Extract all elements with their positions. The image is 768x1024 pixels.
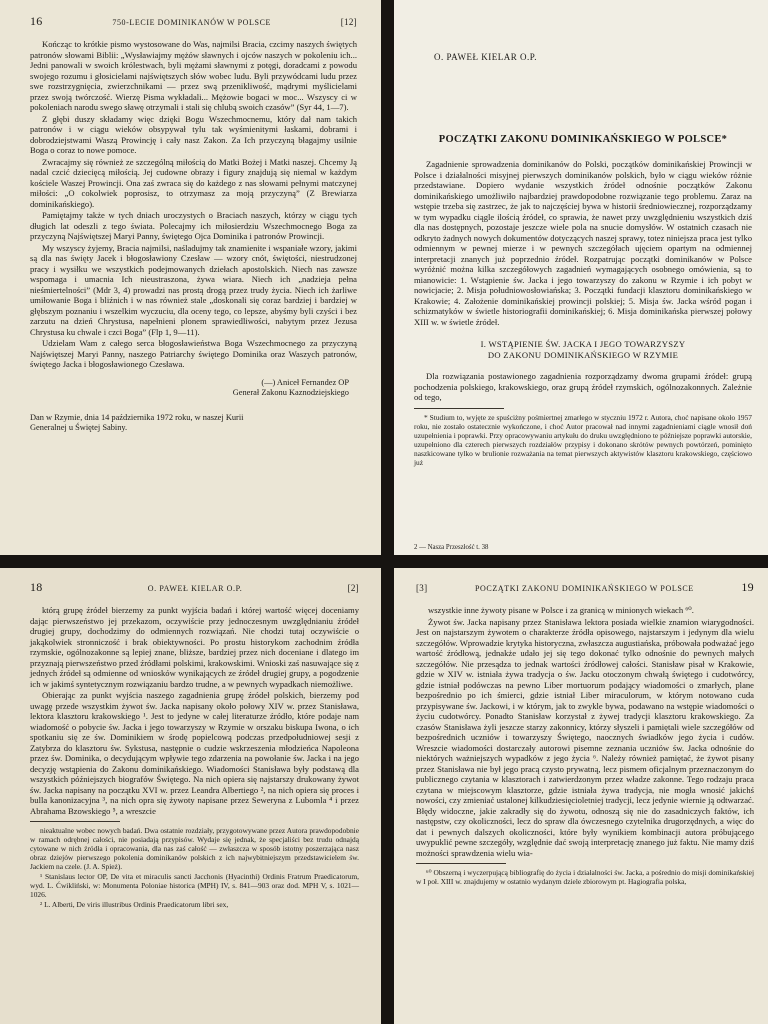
article-author: O. PAWEŁ KIELAR O.P. [434, 52, 537, 62]
page-number: 19 [741, 580, 754, 594]
dateline: Dan w Rzymie, dnia 14 października 1972 roku, w naszej Kurii Generalnej u Świętej Sabiny. [30, 412, 244, 432]
body-paragraph: Z głębi duszy składamy więc dzięki Bogu Wszechmocnemu, który dał nam takich patronów i w ciągu wieków obsypywał tylu tak wyśmienitymi łaskami, dobrami i dobrodziejstwami Waszą Prowincję i cały nasz Zakon. Za Ich przyczyną błagajmy usilnie Boga o coraz to nowe pomoce. [30, 113, 357, 155]
footnote-rule [30, 821, 120, 822]
body-paragraph: Zwracajmy się również ze szczególną miłością do Matki Bożej i Matki naszej. Chcemy Ją nadal czcić dziecięcą miłością. Jej cudowne obrazy i figury znajdują się niemal w każdym kościele Waszej Prowincji. Ona zaś zwraca się do każdego z nas słowami pełnymi matczynej miłości: „O cokolwiek poprosisz, to otrzymasz za moją przyczyną” (Z Brewiarza dominikańskiego). [30, 156, 357, 209]
footnote: * Studium to, wyjęte ze spuściżny pośmiertnej zmarłego w styczniu 1972 r. Autora, choć napisane około 1957 roku, nie zostało ostatecznie wykończone, i choć Autor pracował nad innymi zagadnieniami ciągle wnosił doń uzupełnienia i poprawki. Przy opracowywaniu artykułu do druku uwzględniono te późniejsze poprawki autorskie, uzupełniono dla czterech pierwszych rozdziałów przypisy i dokonano skrótów pewnych powtórzeń, pominięto naszkicowane tylko w brulionie rozważania na temat pierwszych aktywistów klasztoru krakowskiego, częściowo już [414, 412, 752, 467]
body-paragraph: Kończąc to krótkie pismo wystosowane do Was, najmilsi Bracia, czcimy naszych świętych patronów słowami Biblii: „Wysławiajmy mężów sławnych i ojców naszych w pokoleniu ich... Jedni panowali w swoich królestwach, byli mężami sławnymi z potęgi, doradcami z powodu swojego rozumu i głosicielami najświętszych słów wobec ludu. Byli przywódcami ludu przez swe rozstrzygnięcia, zwierzchnikami — przez swą przenikliwość, mądrymi myślicielami przez swoją twórczość. Wierzę Pisma wykładali... Mężowie bogaci w moc... Wszyscy ci w pokoleniach narodu swego sławę otrzymali i stali się chlubą swoich czasów” (Syr 44, 1—7). [30, 39, 357, 112]
running-head [30, 580, 359, 595]
running-head [30, 14, 357, 29]
gutter-vertical [381, 0, 394, 1024]
body-paragraph: Dla rozwiązania postawionego zagadnienia rozporządzamy dwoma grupami źródeł: grupą pochodzenia polskiego, krakowskiego, oraz grupą źródeł rzymskich, ogólnozakonnych. Zależnie od tego, [414, 371, 752, 402]
body-paragraph: Zagadnienie sprowadzenia dominikanów do Polski, początków dominikańskiej Prowincji w Polsce i działalności misyjnej pierwszych dominikanów polskich, było w ciągu wieków różnie przedstawiane. Dopiero wydanie wszystkich źródeł odnośnie początków Zakonu dominikańskiego umożliwiło najbardziej prawdopodobne rozwiązanie tego problemu. Zaraz na wstępie trzeba się zastrzec, że jak to najczęściej bywa w historii średniowiecznej, rozporządzamy w tym wypadku ciągle ilością źródeł, co sprawia, że nawet przy uwzględnieniu wszystkich dziś dla nas dostępnych, pozostaje jeszcze wiele pola na snucie domysłów. W ostatnich czasach nie odkryto żadnych nowych dokumentów dotyczących naszej sprawy, totez niniejsza praca jest tylko odmiennym w pewnej mierze i w pewnych szczegółach ujęciem opartym na odmiennej interpretacji znanych już poprzednio źródeł. Rozpatrując początki dominikanów w Polsce wyróżnić można kilka szczegółowych zagadnień wymagających osobnego omówienia, są to mianowicie: 1. Wstąpienie św. Jacka i jego towarzyszy do zakonu w Rzymie i ich pobyt w nowicjacie; 2. Misja południowosłowiańska; 3. Początki fundacji klasztoru dominikańskiego w Krakowie; 4. Założenie dominikańskiej prowincji polskiej; 5. Misja św. Jacka wśród pogan i schizmatyków w świetle historiografii dominikańskiej; 6. Misja dominikańska pierwszej połowy XIII w. w świetle źródeł. [414, 159, 752, 327]
signature-name: (—) Aniceł Fernandez OP [261, 377, 349, 387]
body-paragraph: Obierając za punkt wyjścia naszego zagadnienia grupę źródeł polskich, bierzemy pod uwagę przede wszystkim żywot św. Jacka napisany około połowy XIV w. przez Stanisława, lektora klasztoru krakowskiego ¹. Jest to jedyne w całej literaturze źródło, które podaje nam wiadomość o pobycie św. Jacka i jego towarzyszy w Rzymie w orszaku biskupa Iwona, o ich spotkaniu się ze św. Dominikiem w środę popielcową podczas przedpołudniowej sesji z Zatybrza do klasztoru św. Sykstusa, następnie o cudzie wskrzeszenia młodzieńca Napoleona przez św. Dominika, o decydującym wpływie tego zdarzenia na powołanie św. Jacka i na jego decyzję wstąpienia do Zakonu dominikańskiego. Wiadomości Stanisława były podstawą dla wszystkich późniejszych biografów Świętego. Na nich opiera się najstarszy drukowany żywot św. Jacka napisany na początku XVI w. przez Leandra Albertiego ², na nich opiera się proces i bulla kanonizacyjna ³, na nich opra się żywoty napisane przez Seweryna z Lubomla ⁴ i przez Abrahama Bzowskiego ⁵, a wreszcie [30, 690, 359, 816]
footnote-rule [414, 408, 504, 409]
page-number: 16 [30, 14, 43, 28]
signature-mark: 2 — Nasza Przeszłość t. 38 [414, 544, 489, 551]
page-number: 18 [30, 580, 43, 594]
footnote-rule [416, 863, 506, 864]
signature-role: Generał Zakonu Kaznodziejskiego [232, 388, 349, 397]
footnote: ² L. Alberti, De viris illustribus Ordinis Praedicatorum libri sex, [40, 900, 229, 909]
article-title: POCZĄTKI ZAKONU DOMINIKAŃSKIEGO W POLSCE* [438, 134, 728, 145]
running-title: O. PAWEŁ KIELAR O.P. [147, 584, 243, 593]
page-17 [394, 0, 768, 555]
body-paragraph: Pamiętajmy także w tych dniach uroczystych o Braciach naszych, którzy w ciągu tych długich lat odeszli z tego świata. Polecajmy ich miłosierdziu Wszechmocnego Boga za przyczyną Najświętszej Maryi Panny, świętego Ojca Dominika i patronów Prowincji. [30, 210, 357, 241]
body-paragraph: którą grupę źródeł bierzemy za punkt wyjścia badań i której wartość więcej doceniamy dając pierwszeństwo jej przekazom, oczywiście przy jednoczesnym uwzględnianiu źródeł drugiej grupy, dochodzimy do odmiennych rozwiązań. Nie chodzi tutaj oczywiście o jakąkolwiek stronniczość i brak obiektywności. Po prostu historykom zachodnim źródła rzymskie, ogólnozakonne są lepiej znane, bliższe, bardziej przez nich doceniane i dlatego im przyznają pierwszeństwo przed źródłami polskimi, krakowskimi. Wnioski zaś nasuwające się z jednych źródeł są odmienne od wniosków wynikających ze źródeł drugiej grupy, a pogodzenie ich w jakimś syntetycznym rozwiązaniu bardzo trudne, a w pewnych wypadkach niemożliwe. [30, 605, 359, 689]
section-heading [424, 339, 742, 361]
signature-block [30, 378, 349, 399]
section-heading-line: DO ZAKONU DOMINIKAŃSKIEGO W RZYMIE [487, 350, 679, 360]
body-paragraph: My wszyscy żyjemy, Bracia najmilsi, naśladujmy tak znamienite i wspaniałe wzory, jakimi są dla nas święty Jacek i błogosławiony Czesław — wzory cnót, świętości, niestrudzonej pracy i wysiłku we wszystkich podejmowanych dziełach apostolskich. Niech nas zawsze wspomaga i umacnia Ich nieustraszona, żywa wiara. Niech ich „nadzieja pełna nieśmiertelności” (Mdr 3, 4) prowadzi nas prostą drogą przez trudy życia. Niech ich żarliwe umiłowanie Boga i bliźnich i w nas również stale „doskonali się coraz bardziej i bardziej w głębszym poznaniu i wszelkim wyczuciu, dla oceny tego, co lepsze, abyśmy byli czyści i bez zarzutu na dzień Chrystusa, napełnieni plonem sprawiedliwości, nabytym przez Jezusa Chrystusa ku chwale i czci Boga” (Flp 1, 9—11). [30, 242, 357, 337]
body-paragraph: Udzielam Wam z całego serca błogosławieństwa Boga Wszechmocnego za przyczyną Najświętszej Maryi Panny, naszego Patriarchy świętego Dominika oraz Waszych patronów, świętego Jacka i błogosławionego Czesława. [30, 338, 357, 369]
running-head [416, 580, 754, 595]
running-title: 750-LECIE DOMINIKANÓW W POLSCE [112, 18, 272, 27]
body-paragraph: Żywot św. Jacka napisany przez Stanisława lektora posiada wielkie znamion wiarygodności. Jest on najstarszym żywotem o charakterze źródła opisowego, najstarszym i jedynym dla wielu szczegółów. Wprowadzie krytyka historyczna, zwłaszcza augustiańska, próbowała podważać jego wartość źródłową, jednakże udało jej się tego dokonać tylko odnośnie do pewnych małych szczegółów. Nie przesądza to jednak wartości źródłowej całości. Stanisław pisał w Krakowie, gdzie w XIV w. istniała żywa tradycja o św. Jacku otoczonym chwałą świętego i cudotwórcy, gdzie istniał podówczas na pewno Liber mortuorum podający wiadomości o zmarłych, plane bezpośrednio po ich śmierci, gdzie istniał Liber miraculorum, w którym notowano cuda przypisywane św. Jackowi, i w którym, jak to zwykle bywa, podawano na wstępie wiadomości o życiu cudotwórcy. Ponadto Stanisław korzystał z żywej tradycji klasztoru krakowskiego. Za czasów Stanisława żyli jeszcze starzy zakonnicy, którzy słyszeli i pamiętali wiele szczegółów od bezpośrednich uczniów i towarzyszy Świętego, naocznych świadków jego życia i cudów. Wreszcie wiadomości dostarczały autorowi pisemne zeznania uczniów św. Jacka odnośnie do niektórych ważniejszych wypadków z jego życia ⁶. Należy również pamiętać, że żywot pisany przez Stanisława nie był jego pracą czysto prywatną, lecz pismem oficjalnym przeznaczonym do publicznego czytania w klasztorach i zatwierdzonym przez władze zakonne. Tego rodzaju praca czytana w miejscowym klasztorze, gdzie istniała żywa tradycja, nie mogła wnosić jakichś nowości, czy zmieniać ustalonej kilkudziesięcioletniej tradycji, lecz jedynie wiernie ją odtwarzać. Błędy widoczne, jakie zakradły się do żywotu, odnoszą się nie do zasadniczych faktów, ich następstw, czy okoliczności, lecz do spraw dla ówczesnego czytelnika drugorzędnych, a więc do dat i pewnych dalszych okoliczności, które były wynikiem kombinacji autora próbującego uwypuklić pewne szczegóły, względnie dać swoją interpretację znanego już faktu. Nie mamy dziś możności sprawdzenia wielu wia- [416, 616, 754, 858]
gutter-horizontal [0, 555, 768, 568]
footnote: nieaktualne wobec nowych badań. Dwa ostatnie rozdziały, przygotowywane przez Autora prawdopodobnie w ramach odrębnej całości, nie posiadają przypisów. Wydaje się jednak, że specjaliści bez trudu odnajdą cytowane w nich źródła i opracowania, dla nas zaś całość — zwłaszcza w sposób istotny poszerzająca nasz obraz dziejów pierwszego pokolenia dominikanów polskich z ich najwybitniejszym przedstawicielem św. Jackiem na czele. (J. A. Spież). [30, 826, 359, 871]
section-ref: [3] [416, 583, 428, 593]
page-16 [0, 0, 381, 555]
section-ref: [2] [347, 583, 359, 593]
page-19 [394, 568, 768, 1024]
body-paragraph: wszystkie inne żywoty pisane w Polsce i za granicą w minionych wiekach ⁶⁰. [428, 605, 694, 615]
footnote: ⁶⁰ Obszerną i wyczerpującą bibliografię do życia i działalności św. Jacka, a pośrednio do misji dominikańskiej w I poł. XIII w. znajdujemy w ostatnio wydanym dziele zbiorowym pt. Hagiografia polska, [416, 868, 754, 886]
section-heading-line: I. WSTĄPIENIE ŚW. JACKA I JEGO TOWARZYSZY [480, 339, 686, 349]
section-ref: [12] [340, 17, 357, 27]
page-18 [0, 568, 381, 1024]
running-title: POCZĄTKI ZAKONU DOMINIKAŃSKIEGO W POLSCE [474, 584, 694, 593]
footnote: ¹ Stanislaus lector OP, De vita et miraculis sancti Jacchonis (Hyacinthi) Ordinis Fratrum Praedicatorum, wyd. L. Ćwikliński, w: Monumenta Poloniae historica (MPH) IV, s. 841—903 oraz dod. MPH V, s. 1021—1026. [30, 872, 359, 899]
